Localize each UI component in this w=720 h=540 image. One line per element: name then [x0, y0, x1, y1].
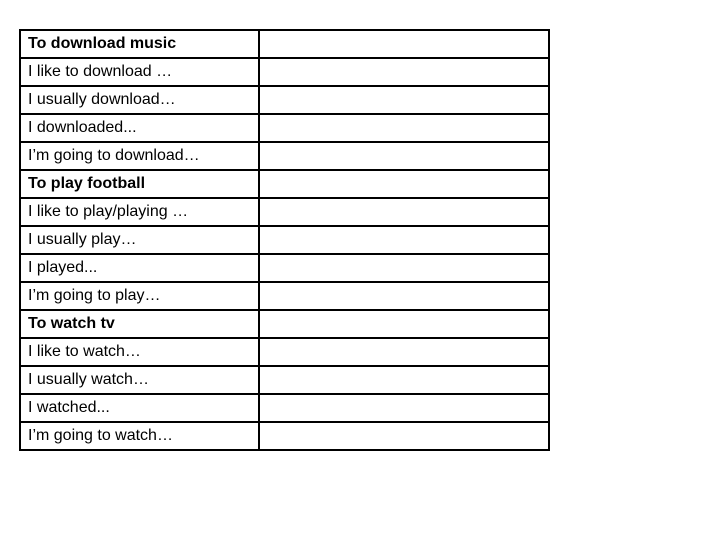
- answer-cell[interactable]: [259, 366, 549, 394]
- phrase-cell: I usually watch…: [20, 366, 259, 394]
- phrase-row: [20, 58, 549, 86]
- answer-cell[interactable]: [259, 198, 549, 226]
- phrase-cell: I usually download…: [20, 86, 259, 114]
- phrase-row: [20, 86, 549, 114]
- phrase-row: [20, 114, 549, 142]
- phrase-cell: I’m going to download…: [20, 142, 259, 170]
- phrase-cell: I like to watch…: [20, 338, 259, 366]
- answer-cell[interactable]: [259, 30, 549, 58]
- answer-cell[interactable]: [259, 86, 549, 114]
- phrase-row: [20, 366, 549, 394]
- phrase-cell: I’m going to play…: [20, 282, 259, 310]
- answer-cell[interactable]: [259, 310, 549, 338]
- phrase-cell: I’m going to watch…: [20, 422, 259, 450]
- answer-cell[interactable]: [259, 422, 549, 450]
- phrase-cell: I watched...: [20, 394, 259, 422]
- phrase-row: [20, 142, 549, 170]
- answer-cell[interactable]: [259, 170, 549, 198]
- phrase-row: [20, 282, 549, 310]
- phrase-cell: I downloaded...: [20, 114, 259, 142]
- phrase-row: [20, 198, 549, 226]
- phrase-cell: I like to download …: [20, 58, 259, 86]
- section-heading-cell: To download music: [20, 30, 259, 58]
- section-heading-cell: To watch tv: [20, 310, 259, 338]
- answer-cell[interactable]: [259, 58, 549, 86]
- phrase-table-body: [20, 30, 549, 450]
- phrase-row: [20, 422, 549, 450]
- phrase-cell: I played...: [20, 254, 259, 282]
- phrase-row: [20, 394, 549, 422]
- phrase-row: [20, 338, 549, 366]
- phrase-table: [19, 29, 550, 451]
- answer-cell[interactable]: [259, 338, 549, 366]
- section-heading-cell: To play football: [20, 170, 259, 198]
- phrase-cell: I usually play…: [20, 226, 259, 254]
- answer-cell[interactable]: [259, 282, 549, 310]
- answer-cell[interactable]: [259, 226, 549, 254]
- phrase-row: [20, 226, 549, 254]
- answer-cell[interactable]: [259, 142, 549, 170]
- section-heading-row: [20, 30, 549, 58]
- answer-cell[interactable]: [259, 114, 549, 142]
- section-heading-row: [20, 170, 549, 198]
- answer-cell[interactable]: [259, 394, 549, 422]
- phrase-row: [20, 254, 549, 282]
- answer-cell[interactable]: [259, 254, 549, 282]
- section-heading-row: [20, 310, 549, 338]
- phrase-cell: I like to play/playing …: [20, 198, 259, 226]
